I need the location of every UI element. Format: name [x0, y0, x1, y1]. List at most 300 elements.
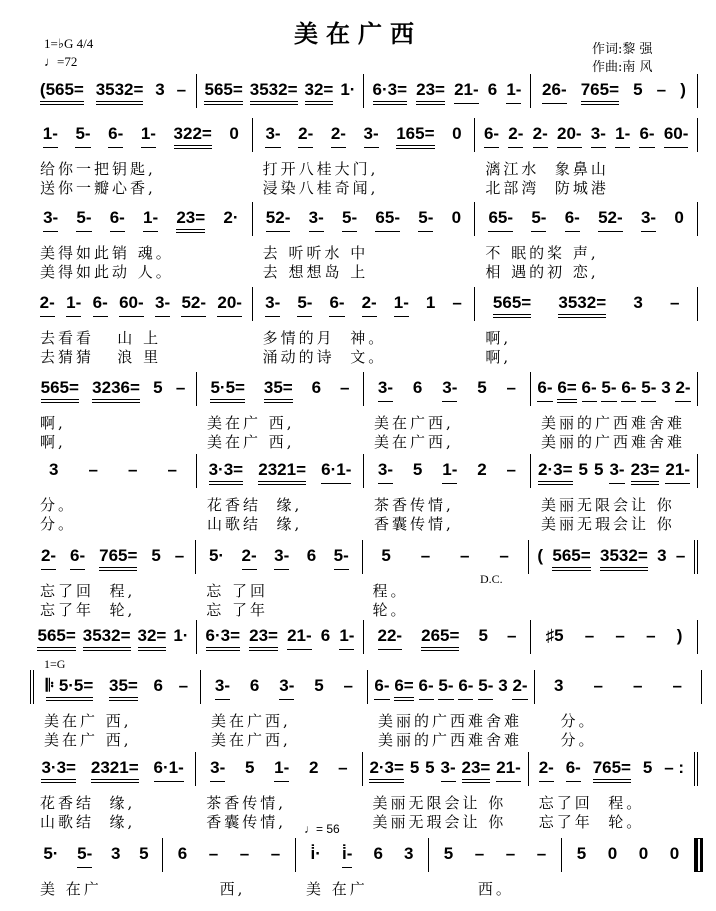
note-group: – [178, 676, 189, 695]
note-group: 5- [297, 293, 312, 317]
note-group: 6 [306, 546, 317, 565]
note-group: 5 [412, 460, 423, 479]
note-group: 3·3= [41, 758, 76, 783]
note-group: 0 [229, 124, 239, 143]
measure [475, 287, 698, 366]
note-group: 0 [607, 844, 618, 863]
note-group: 65- [375, 208, 400, 232]
score-system [30, 454, 698, 533]
measure [30, 454, 197, 533]
note-group: – [239, 844, 250, 863]
note-group: 5·5= [210, 378, 245, 403]
score-system [30, 372, 698, 451]
note-group: – [340, 378, 350, 397]
note-group: – [656, 80, 667, 99]
note-group: 3532= [83, 626, 131, 651]
measure-notes [201, 80, 359, 105]
lyric-verse-1: 美丽无限会让 你 [372, 794, 507, 812]
note-group: 2- [512, 676, 527, 700]
measure-notes [34, 546, 191, 571]
note-group: 5 [153, 378, 163, 397]
measure-notes [167, 844, 291, 867]
measure [529, 752, 698, 831]
note-group: – [343, 676, 354, 695]
note-group: 765= [593, 758, 631, 783]
measure [562, 838, 698, 872]
note-group: 6 [320, 626, 331, 645]
note-group: 3- [378, 460, 393, 484]
measure-notes [539, 676, 697, 699]
measure-notes [535, 378, 693, 403]
note-group: i̇- [342, 844, 352, 868]
song-title: 美在广西 [294, 20, 422, 48]
note-group: 5 [642, 758, 653, 777]
note-group: 3- [210, 758, 225, 782]
note-group: 6·1- [321, 460, 351, 484]
composer-credit: 作曲:南 风 [592, 60, 653, 75]
lyric-verse-1: 多情的月 神。 [262, 329, 387, 347]
tempo-marking: ♩=72 [44, 54, 78, 69]
lyric-verse-2: 美在广 西, [207, 433, 295, 451]
score-system [30, 287, 698, 366]
measure [364, 372, 531, 451]
note-group: 2- [533, 124, 548, 148]
dc-marking: D.C. [480, 572, 503, 586]
lyric-verse-2: 送你一瓣心香, [40, 179, 156, 197]
note-group: 3- [378, 378, 393, 402]
note-group: 23= [416, 80, 445, 105]
measure [364, 74, 531, 108]
note-group: 52- [266, 208, 291, 232]
note-group: 35= [264, 378, 293, 403]
note-group: 5- [76, 208, 91, 232]
note-group: 6- [565, 208, 580, 232]
note-group: 2- [362, 293, 377, 317]
note-group: 3- [215, 676, 230, 700]
note-group: – [128, 460, 138, 479]
measure-notes [34, 460, 192, 483]
measure-notes [368, 460, 526, 484]
lyric-verse-2: 忘 了年 [206, 601, 269, 619]
lyric-verse-2: 美丽无瑕会让 你 [372, 813, 507, 831]
score-system [30, 202, 698, 281]
lyric-verse-1: 啊, [40, 414, 66, 432]
measure [535, 670, 702, 749]
measure-notes [535, 80, 693, 105]
lyric-verse-1: 不 眠的桨 声, [485, 244, 599, 262]
note-group: 3532= [600, 546, 648, 571]
lyric-verse-1: 忘了回 程, [40, 582, 136, 600]
note-group: 5 [478, 626, 488, 645]
measure [30, 372, 197, 451]
measure-notes [201, 626, 359, 651]
note-group: 5- [334, 546, 349, 570]
lyric-verse-2: 美丽无瑕会让 你 [541, 515, 675, 533]
note-group: 6- [537, 378, 552, 402]
measure [531, 74, 698, 108]
lyric-verse-2: 美在广西, [211, 731, 291, 749]
measure [30, 74, 197, 108]
note-group: 5- [342, 208, 357, 232]
score-system [30, 118, 698, 197]
lyric-verse-1: 美在广 西, [207, 414, 295, 432]
lyric-verse-1: 美得如此销 魂。 [40, 244, 174, 262]
note-group: 60- [119, 293, 144, 317]
measure [30, 202, 253, 281]
note-group: 1· [340, 80, 356, 99]
note-group: (565= [40, 80, 84, 105]
measure [475, 118, 698, 197]
note-group: 3- [309, 208, 324, 232]
note-group: – [615, 626, 625, 645]
note-group: 6= [394, 676, 413, 701]
note-group: 0 [638, 844, 649, 863]
measure-notes [34, 124, 248, 149]
lyric-verse-1: 美 在广 [40, 880, 102, 898]
note-group: 6- [458, 676, 473, 700]
measure-notes [479, 293, 693, 318]
note-group: 565= [204, 80, 242, 105]
note-group: 5- [77, 844, 92, 868]
measure [364, 454, 531, 533]
note-group: – [584, 626, 595, 645]
note-group: 3 [554, 676, 564, 695]
note-group: ) [676, 626, 683, 645]
measure-notes [433, 844, 557, 867]
measure-notes [34, 208, 248, 233]
note-group: 5 [443, 844, 454, 863]
measure [30, 540, 196, 619]
lyric-verse-2: 北部湾 防城港 [485, 179, 609, 197]
measure-notes [367, 546, 524, 569]
note-group: 3- [591, 124, 606, 148]
note-group: 3- [442, 378, 457, 402]
note-group: – [174, 546, 185, 565]
lyric-verse-2: 相 遇的初 恋, [485, 263, 599, 281]
note-group: 52- [598, 208, 623, 232]
note-group: 2· [223, 208, 239, 227]
measure-notes [205, 676, 363, 700]
lyric-verse-2: 美在广西, [374, 433, 454, 451]
note-group: 2- [40, 293, 55, 317]
note-group: 52- [181, 293, 206, 317]
note-group: 2321= [91, 758, 139, 783]
note-group: 6 [177, 844, 188, 863]
note-group: 565= [552, 546, 590, 571]
lyric-verse-2: 美在广 西, [44, 731, 132, 749]
note-group: i̇· [310, 844, 321, 863]
measure [296, 838, 429, 898]
note-group: 3 [155, 80, 165, 99]
note-group: 6 [487, 80, 498, 99]
note-group: 5- [438, 676, 453, 700]
note-group: 6- [70, 546, 85, 570]
note-group: 5 [477, 378, 487, 397]
note-group: – [672, 676, 682, 695]
note-group: 3- [43, 208, 58, 232]
lyric-verse-1: 去看看 山 上 [40, 329, 162, 347]
note-group: 3- [641, 208, 656, 232]
note-group: 322= [174, 124, 212, 149]
note-group: – [507, 626, 517, 645]
measure-notes [368, 626, 526, 651]
measure [30, 752, 196, 831]
note-group: 2 [308, 758, 319, 777]
lyric-verse-1: 茶香传情, [206, 794, 287, 812]
tempo-change-marking: ♩= 56 [304, 822, 340, 836]
note-group: 0 [674, 208, 684, 227]
note-group: 2- [298, 124, 313, 148]
note-group: 23= [249, 626, 278, 651]
note-group: 2- [675, 378, 690, 402]
note-group: 2 [477, 460, 487, 479]
measure-notes [533, 546, 690, 571]
note-group: 3- [274, 546, 289, 570]
measure-notes [479, 208, 693, 232]
lyric-verse-1: 美在广西, [374, 414, 454, 432]
note-group: 3- [155, 293, 170, 317]
measure-notes [34, 293, 248, 317]
note-group: 565= [37, 626, 75, 651]
note-group: – [505, 844, 516, 863]
note-group: – [474, 844, 485, 863]
note-group: 2- [242, 546, 257, 570]
measure [368, 670, 535, 749]
measure-notes [367, 758, 524, 783]
note-group: 2·3= [369, 758, 404, 783]
note-group: 1- [394, 293, 409, 317]
measure-notes [533, 758, 690, 783]
measure-notes [368, 378, 526, 402]
lyric-verse-2: 美得如此动 人。 [40, 263, 174, 281]
lyric-verse-1: 西, [173, 880, 246, 898]
note-group: 1- [506, 80, 521, 104]
lyric-verse-2: 涌动的诗 文。 [262, 348, 387, 366]
note-group: 5 [381, 546, 391, 565]
note-group: 2- [539, 758, 554, 782]
note-group: – [270, 844, 281, 863]
lyric-verse-2: 轮。 [372, 601, 409, 619]
measure-notes [300, 844, 424, 868]
lyric-verse-1: 给你一把钥匙, [40, 160, 156, 178]
lyricist-credit: 作词:黎 强 [592, 42, 653, 57]
measure-notes [257, 293, 471, 317]
measure-notes [200, 546, 357, 570]
note-group: 5 [425, 758, 435, 777]
measure [196, 540, 362, 619]
note-group: 6- [639, 124, 654, 148]
note-group: – [646, 626, 656, 645]
measure-notes [368, 80, 526, 105]
note-group: – [669, 293, 680, 312]
note-group: 60- [664, 124, 689, 148]
note-group: 2321= [258, 460, 306, 485]
note-group: 5 [576, 844, 587, 863]
measure-notes [38, 676, 196, 701]
measure [197, 620, 364, 654]
measure [364, 620, 531, 654]
measure [531, 454, 698, 533]
measure-notes [201, 378, 359, 403]
measure [253, 202, 476, 281]
note-group: 3 [49, 460, 59, 479]
measure [531, 620, 698, 654]
note-group: 3 [661, 378, 671, 397]
note-group: 6- [374, 676, 389, 700]
note-group: 1- [339, 626, 354, 650]
note-group: – [506, 378, 517, 397]
note-group: 5- [601, 378, 616, 402]
note-group: 165= [396, 124, 434, 149]
note-group: 6- [582, 378, 597, 402]
note-group: – [167, 460, 177, 479]
note-group: 21- [287, 626, 312, 650]
measure-notes [535, 460, 693, 485]
note-group: 565= [493, 293, 531, 318]
note-group: – [633, 676, 643, 695]
note-group: 2·3= [538, 460, 573, 485]
note-group: 6= [557, 378, 576, 403]
note-group: 5· [208, 546, 225, 565]
measure-notes [200, 758, 357, 782]
measure-notes [479, 124, 693, 148]
measure [253, 287, 476, 366]
measure-notes [201, 460, 359, 485]
lyric-verse-2: 去 想想岛 上 [262, 263, 369, 281]
measure [30, 838, 163, 898]
note-group: – [176, 80, 187, 99]
measure [531, 372, 698, 451]
note-group: 20- [217, 293, 242, 317]
note-group: 5 [151, 546, 161, 565]
note-group: 3236= [92, 378, 140, 403]
note-group: – [536, 844, 547, 863]
note-group: 21- [454, 80, 479, 104]
note-group: 265= [421, 626, 459, 651]
note-group: 21- [496, 758, 521, 782]
note-group: – : [664, 758, 685, 777]
note-group: 765= [99, 546, 137, 571]
measure-notes [34, 80, 192, 105]
note-group: 1- [274, 758, 289, 782]
note-group: 1- [615, 124, 630, 148]
note-group: 3 [633, 293, 643, 312]
note-group: 6 [373, 844, 383, 863]
note-group: 1- [143, 208, 158, 232]
note-group: 23= [631, 460, 660, 485]
note-group: ( [537, 546, 544, 565]
lyric-verse-2: 啊, [40, 433, 66, 451]
measure-notes [372, 676, 530, 701]
lyric-verse-1: 美丽的广西难舍难 [378, 712, 523, 730]
measure [163, 838, 296, 898]
note-group: 6 [412, 378, 423, 397]
measure [429, 838, 562, 898]
note-group: 1- [66, 293, 81, 317]
note-group: 6- [108, 124, 123, 148]
lyric-verse-1: 美丽的广西难舍难 [541, 414, 686, 432]
note-group: 1- [141, 124, 156, 148]
note-group: 32= [305, 80, 334, 105]
measure [201, 670, 368, 749]
lyric-verse-1: 美在广 西, [44, 712, 132, 730]
lyric-verse-1: 花香结 缘, [40, 794, 136, 812]
note-group: – [675, 546, 686, 565]
lyric-verse-2: 分。 [40, 515, 77, 533]
note-group: 0 [452, 124, 462, 143]
note-group: 3- [364, 124, 379, 148]
note-group: 1- [43, 124, 58, 148]
measure [197, 74, 364, 108]
note-group: – [338, 758, 348, 777]
lyric-verse-2: 山歌结 缘, [207, 515, 303, 533]
note-group: 765= [581, 80, 619, 105]
note-group: 0 [451, 208, 462, 227]
lyric-verse-2: 山歌结 缘, [40, 813, 136, 831]
note-group: 6 [153, 676, 163, 695]
key-signature: 1=♭G 4/4 [44, 36, 94, 51]
lyric-verse-2: 忘了年 轮。 [538, 813, 645, 831]
note-group: 3 [498, 676, 508, 695]
lyric-verse-2: 香囊传情, [206, 813, 287, 831]
note-group: 1- [442, 460, 457, 484]
note-group: 6- [110, 208, 125, 232]
score-system [30, 670, 702, 749]
note-group: 565= [41, 378, 79, 403]
measure-notes [34, 378, 192, 403]
note-group: 6- [566, 758, 581, 782]
measure [30, 620, 197, 654]
lyric-verse-1: 漓江水 象鼻山 [485, 160, 609, 178]
note-group: 23= [176, 208, 205, 233]
note-group: 3532= [96, 80, 144, 105]
lyric-verse-1: 美在广西, [211, 712, 291, 730]
note-group: 𝄆 5·5= [46, 676, 93, 701]
note-group: 6·3= [206, 626, 241, 651]
note-group: 3 [657, 546, 667, 565]
note-group: 6·1- [154, 758, 184, 782]
note-group: 3·3= [209, 460, 244, 485]
note-group: 3532= [558, 293, 606, 318]
lyric-verse-1: 美丽无限会让 你 [541, 496, 675, 514]
measure [475, 202, 698, 281]
note-group: 1 [425, 293, 436, 312]
note-group: 5 [409, 758, 420, 777]
note-group: 6 [311, 378, 322, 397]
note-group: 1· [173, 626, 189, 645]
score-system [30, 620, 698, 654]
lyric-verse-1: 程。 [372, 582, 409, 600]
note-group: 5- [478, 676, 493, 700]
measure [253, 118, 476, 197]
note-group: 6- [419, 676, 434, 700]
note-group: 5 [633, 80, 643, 99]
lyric-verse-1: 去 听听水 中 [262, 244, 369, 262]
note-group: – [506, 460, 517, 479]
measure [197, 454, 364, 533]
lyric-verse-1: 西。 [439, 880, 514, 898]
note-group: ♯5 [545, 626, 564, 645]
note-group: – [420, 546, 431, 565]
lyric-verse-1: 忘了回 程。 [538, 794, 645, 812]
note-group: 0 [669, 844, 680, 863]
note-group: 5 [578, 460, 588, 479]
lyric-verse-2: 分。 [545, 731, 597, 749]
lyric-verse-2: 啊, [485, 348, 512, 366]
note-group: 2- [331, 124, 346, 148]
note-group: 2- [508, 124, 523, 148]
note-group: 5- [418, 208, 433, 232]
